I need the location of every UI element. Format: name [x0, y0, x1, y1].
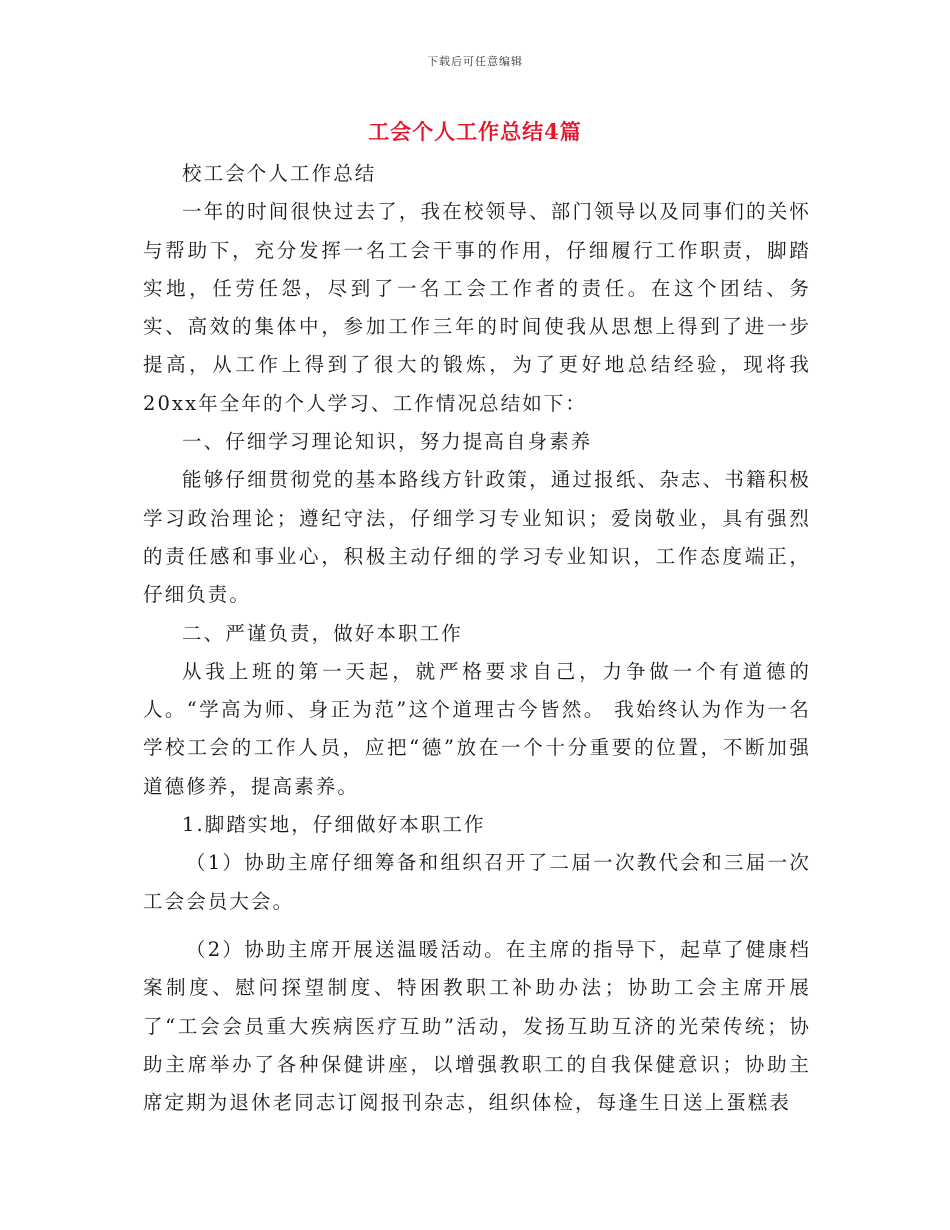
- body-paragraph: 能够仔细贯彻党的基本路线方针政策，通过报纸、杂志、书籍积极学习政治理论；遵纪守法，仔细学习专业知识；爱岗敬业，具有强烈的责任感和事业心，积极主动仔细的学习专业知识，工作态度端正，仔细负责。: [143, 468, 811, 607]
- list-item: （1）协助主席仔细筹备和组织召开了二届一次教代会和三届一次工会会员大会。: [143, 851, 811, 913]
- list-item: （2）协助主席开展送温暖活动。在主席的指导下，起草了健康档案制度、慰问探望制度、特困教职工补助办法；协助工会主席开展了“工会会员重大疾病医疗互助”活动，发扬互助互济的光荣传统；协助主席举办了各种保健讲座，以增强教职工的自我保健意识；协助主席定期为退休老同志订阅报刊杂志，组织体检，每逢生日送上蛋糕表: [143, 937, 811, 1115]
- page-header: 下载后可任意编辑: [427, 55, 523, 68]
- subsection-heading: 1.脚踏实地，仔细做好本职工作: [182, 813, 486, 837]
- section-heading: 一、仔细学习理论知识，努力提高自身素养: [182, 430, 593, 454]
- document-title: 工会个人工作总结4篇: [368, 119, 582, 144]
- section-heading: 二、严谨负责，做好本职工作: [182, 621, 463, 645]
- body-paragraph: 从我上班的第一天起，就严格要求自己，力争做一个有道德的人。“学高为师、身正为范”这个道理古今皆然。 我始终认为作为一名学校工会的工作人员，应把“德”放在一个十分重要的位置，不断加强道德修养，提高素养。: [143, 659, 811, 798]
- intro-paragraph: 一年的时间很快过去了，我在校领导、部门领导以及同事们的关怀与帮助下，充分发挥一名工会干事的作用，仔细履行工作职责，脚踏实地，任劳任怨，尽到了一名工会工作者的责任。在这个团结、务实、高效的集体中，参加工作三年的时间使我从思想上得到了进一步提高，从工作上得到了很大的锻炼，为了更好地总结经验，现将我20xx年全年的个人学习、工作情况总结如下：: [143, 200, 811, 415]
- document-body: [143, 155, 811, 1122]
- section-heading: 校工会个人工作总结: [182, 162, 377, 185]
